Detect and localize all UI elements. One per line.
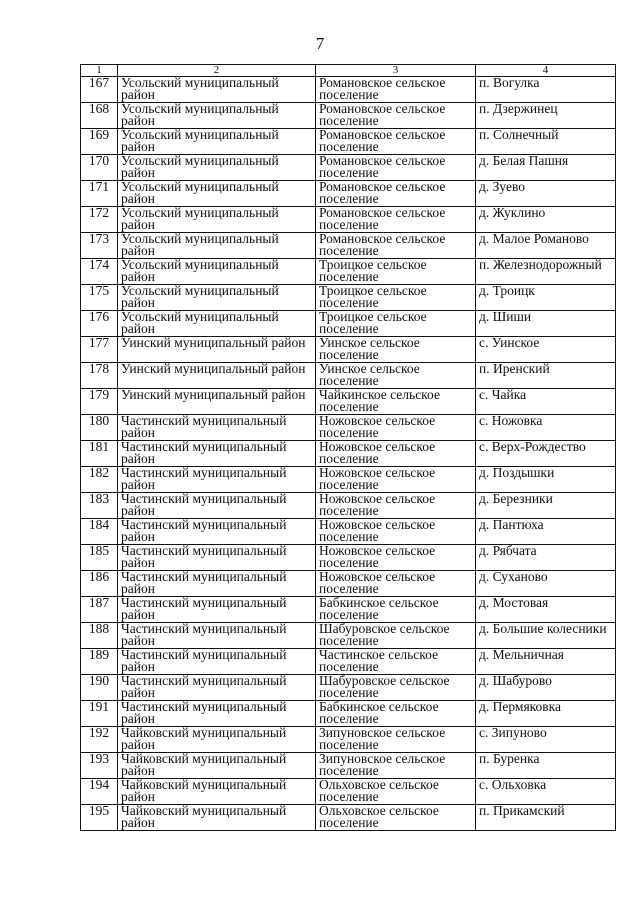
row-number: 174 [81,259,118,285]
row-number: 169 [81,129,118,155]
row-number: 195 [81,805,118,831]
table-row [81,363,616,389]
settlement-cell: Романовское сельское поселение [316,233,476,259]
settlement-cell: Троицкое сельское поселение [316,311,476,337]
row-number: 184 [81,519,118,545]
row-number: 191 [81,701,118,727]
settlement-cell: Ольховское сельское поселение [316,805,476,831]
row-number: 171 [81,181,118,207]
locality-cell: д. Малое Романово [476,233,616,259]
locality-cell: д. Жуклино [476,207,616,233]
table-header [81,65,616,77]
row-number: 170 [81,155,118,181]
row-number: 194 [81,779,118,805]
locality-cell: д. Троицк [476,285,616,311]
table-row [81,493,616,519]
locality-cell: д. Рябчата [476,545,616,571]
locality-cell: п. Иренский [476,363,616,389]
district-cell: Чайковский муниципальный район [118,805,316,831]
row-number: 183 [81,493,118,519]
district-cell: Чайковский муниципальный район [118,727,316,753]
row-number: 188 [81,623,118,649]
settlement-cell: Шабуровское сельское поселение [316,623,476,649]
locality-cell: п. Буренка [476,753,616,779]
district-cell: Усольский муниципальный район [118,259,316,285]
table-row [81,701,616,727]
row-number: 189 [81,649,118,675]
district-cell: Усольский муниципальный район [118,207,316,233]
locality-cell: с. Зипуново [476,727,616,753]
locality-cell: п. Прикамский [476,805,616,831]
row-number: 176 [81,311,118,337]
table-row [81,207,616,233]
table-row [81,415,616,441]
table-row [81,675,616,701]
district-cell: Усольский муниципальный район [118,311,316,337]
district-cell: Частинский муниципальный район [118,701,316,727]
district-cell: Усольский муниципальный район [118,129,316,155]
row-number: 180 [81,415,118,441]
district-cell: Частинский муниципальный район [118,571,316,597]
page-number: 7 [315,34,325,53]
settlement-cell: Ножовское сельское поселение [316,467,476,493]
settlement-cell: Частинское сельское поселение [316,649,476,675]
table-row [81,623,616,649]
district-cell: Усольский муниципальный район [118,155,316,181]
settlement-cell: Зипуновское сельское поселение [316,753,476,779]
table-row [81,805,616,831]
table-body [81,77,616,831]
column-header-settlement: 3 [316,65,476,77]
district-cell: Уинский муниципальный район [118,389,316,415]
settlement-cell: Троицкое сельское поселение [316,285,476,311]
row-number: 177 [81,337,118,363]
locality-cell: д. Шабурово [476,675,616,701]
locality-cell: д. Березники [476,493,616,519]
district-cell: Частинский муниципальный район [118,675,316,701]
table-row [81,571,616,597]
district-cell: Чайковский муниципальный район [118,779,316,805]
table-row [81,753,616,779]
column-header-number: 1 [81,65,118,77]
district-cell: Усольский муниципальный район [118,233,316,259]
settlement-cell: Ножовское сельское поселение [316,545,476,571]
row-number: 182 [81,467,118,493]
row-number: 173 [81,233,118,259]
settlement-cell: Романовское сельское поселение [316,207,476,233]
table-row [81,545,616,571]
settlement-cell: Уинское сельское поселение [316,337,476,363]
table-row [81,77,616,103]
locality-cell: д. Шиши [476,311,616,337]
row-number: 186 [81,571,118,597]
district-cell: Частинский муниципальный район [118,493,316,519]
locality-cell: п. Дзержинец [476,103,616,129]
table-row [81,233,616,259]
locality-cell: д. Пермяковка [476,701,616,727]
settlement-cell: Ножовское сельское поселение [316,441,476,467]
table-row [81,181,616,207]
table-row [81,519,616,545]
locality-cell: с. Ножовка [476,415,616,441]
table-row [81,129,616,155]
locality-cell: д. Белая Пашня [476,155,616,181]
row-number: 167 [81,77,118,103]
table-row [81,259,616,285]
row-number: 178 [81,363,118,389]
district-cell: Частинский муниципальный район [118,623,316,649]
settlement-cell: Ольховское сельское поселение [316,779,476,805]
row-number: 181 [81,441,118,467]
table-row [81,337,616,363]
settlement-cell: Романовское сельское поселение [316,129,476,155]
table-row [81,597,616,623]
district-cell: Частинский муниципальный район [118,415,316,441]
row-number: 185 [81,545,118,571]
settlement-cell: Романовское сельское поселение [316,155,476,181]
locality-cell: д. Мельничная [476,649,616,675]
column-header-district: 2 [118,65,316,77]
locality-cell: с. Верх-Рождество [476,441,616,467]
district-cell: Частинский муниципальный район [118,441,316,467]
row-number: 190 [81,675,118,701]
district-cell: Уинский муниципальный район [118,363,316,389]
row-number: 168 [81,103,118,129]
column-header-locality: 4 [476,65,616,77]
locality-cell: п. Железнодорожный [476,259,616,285]
table-row [81,727,616,753]
table-row [81,103,616,129]
table-row [81,779,616,805]
district-cell: Частинский муниципальный район [118,649,316,675]
district-cell: Частинский муниципальный район [118,597,316,623]
header-row [81,65,616,77]
table-row [81,155,616,181]
settlement-cell: Ножовское сельское поселение [316,571,476,597]
row-number: 192 [81,727,118,753]
row-number: 193 [81,753,118,779]
settlement-cell: Ножовское сельское поселение [316,519,476,545]
district-cell: Усольский муниципальный район [118,103,316,129]
district-cell: Усольский муниципальный район [118,285,316,311]
locality-cell: д. Большие колесники [476,623,616,649]
table-row [81,285,616,311]
settlement-cell: Чайкинское сельское поселение [316,389,476,415]
row-number: 172 [81,207,118,233]
locality-cell: с. Чайка [476,389,616,415]
settlement-cell: Шабуровское сельское поселение [316,675,476,701]
table-row [81,389,616,415]
locality-cell: д. Поздышки [476,467,616,493]
table-row [81,311,616,337]
settlement-cell: Романовское сельское поселение [316,103,476,129]
district-cell: Усольский муниципальный район [118,181,316,207]
district-cell: Частинский муниципальный район [118,467,316,493]
settlements-table [80,64,616,831]
row-number: 175 [81,285,118,311]
table-row [81,649,616,675]
district-cell: Частинский муниципальный район [118,519,316,545]
locality-cell: д. Мостовая [476,597,616,623]
locality-cell: п. Вогулка [476,77,616,103]
settlement-cell: Романовское сельское поселение [316,181,476,207]
locality-cell: с. Уинское [476,337,616,363]
district-cell: Усольский муниципальный район [118,77,316,103]
settlement-cell: Бабкинское сельское поселение [316,701,476,727]
locality-cell: д. Пантюха [476,519,616,545]
settlement-cell: Романовское сельское поселение [316,77,476,103]
district-cell: Чайковский муниципальный район [118,753,316,779]
settlement-cell: Троицкое сельское поселение [316,259,476,285]
locality-cell: п. Солнечный [476,129,616,155]
locality-cell: д. Суханово [476,571,616,597]
row-number: 187 [81,597,118,623]
settlement-cell: Ножовское сельское поселение [316,415,476,441]
settlement-cell: Бабкинское сельское поселение [316,597,476,623]
locality-cell: д. Зуево [476,181,616,207]
settlement-cell: Ножовское сельское поселение [316,493,476,519]
table-row [81,467,616,493]
district-cell: Уинский муниципальный район [118,337,316,363]
table-row [81,441,616,467]
locality-cell: с. Ольховка [476,779,616,805]
settlement-cell: Уинское сельское поселение [316,363,476,389]
district-cell: Частинский муниципальный район [118,545,316,571]
row-number: 179 [81,389,118,415]
settlement-cell: Зипуновское сельское поселение [316,727,476,753]
